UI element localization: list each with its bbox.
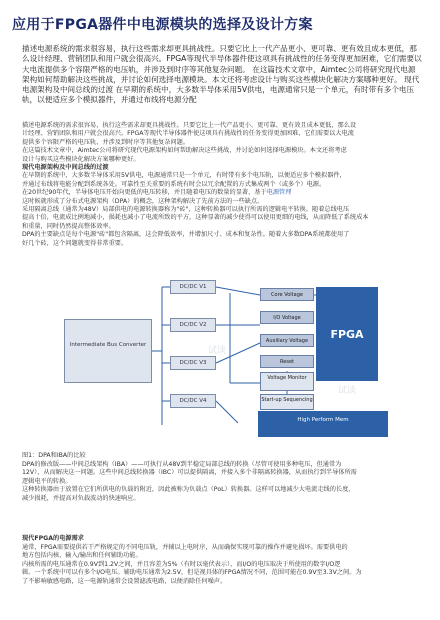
dcdc-converter-v3: DC/DC V3 <box>170 356 216 370</box>
dcdc-converter-v2: DC/DC V2 <box>170 318 216 332</box>
body-section-1 <box>22 122 422 248</box>
text-line: 辑。一个系统中可以有多个I/O电压。辅助电压通常为2.5V，但是视具体的FPGA情况不同，范围可能在0.9V至3.3V之间。为 <box>22 569 362 577</box>
fpga-block: FPGA <box>316 287 378 381</box>
text-line: 和重量，同时仍然提高整体效率。 <box>22 222 115 230</box>
text-span: 在20世纪90年代，半导体电压开始向更低的电压转移，并且随着电压的数量的显著，基于 <box>22 189 267 197</box>
page-title: 应用于FPGA器件中电源模块的选择及设计方案 <box>12 17 313 33</box>
text-line: 好几个砖，这个问题就变得非常重要。 <box>22 239 128 247</box>
text-line: 内核所需的电压通常在0.9V到1.2V之间，并且容差为5%（有时以毫伏表示），而I/O的电压取决于所使用的数字I/O逻 <box>22 560 341 568</box>
power-management-link[interactable]: 电源管理 <box>266 189 292 197</box>
text-line: 逻辑电平的转换。 <box>22 477 72 485</box>
rail-reset: Reset <box>260 355 314 368</box>
rail-auxiliary-voltage: Auxiliary Voltage <box>260 334 314 347</box>
text-line: 计经理、营销团队和用户就会很高兴。FPGA等现代半导体器件使这项具有挑战性的任务变得更加困难，它们需要以大电流 <box>22 130 354 138</box>
voltage-monitor: Voltage Monitor <box>260 372 314 391</box>
text-line: 12V），从而解决这一问题。这些中间总线转换器（IBC）可以提供隔离，并接入多个非隔离转换器，从而执行到半导体所需 <box>22 469 357 477</box>
dcdc-converter-v1: DC/DC V1 <box>170 280 216 294</box>
text-line: DPA的修改版——中间总线架构（IBA）——可执行从48V到半稳定局部总线的转换（尽管可使用多种电压，但通常为 <box>22 460 342 468</box>
intermediate-bus-converter: Intermediate Bus Converter <box>64 319 152 383</box>
rail-core-voltage: Core Voltage <box>260 288 314 301</box>
text-line: 在早期的系统中，大多数半导体采用5V供电，电源通常只是一个单元，有时带有多个电压轨，以便适应多个模拟器件， <box>22 172 346 180</box>
text-line: 设计与购买这些模块化解决方案哪种更好。 <box>22 155 140 163</box>
high-performance-memory: High Perform Mem <box>258 411 388 437</box>
text-line: 通常，FPGA需要提供若干严格规定的不同电压轨，并辅以上电时序，从而确保实现可靠的操作并避免损坏。需要供电的 <box>22 543 348 551</box>
figure-caption: 图1：DPA和IBA的比较 <box>22 452 86 459</box>
dcdc-converter-v4: DC/DC V4 <box>170 394 216 408</box>
text-line: 这种转换器由于放置在它们所供电的负载的附近，因此被称为负载点（PoL）转换器。这样可以地减少大电流走线的长度， <box>22 486 355 494</box>
text-line: 提供多个容限严格的电压轨，并涉及到时序等其他复杂问题。 <box>22 138 190 146</box>
rail-io-voltage: I/O Voltage <box>260 311 314 324</box>
startup-sequencing: Start-up Sequencing <box>260 394 314 410</box>
section-heading: 现代电源架构及中间总线的过渡 <box>22 164 109 172</box>
watermark: 试读 <box>208 346 227 356</box>
text-line: 提高十倍，电流成比例地减小，损耗也减小了电流所致的平方，这种显著的减少使得可以使用更细的电线，从而降低了系统成本 <box>22 214 369 222</box>
text-line: 描述电源系统的需求很容易，执行这些需求却更具挑战性。只要它比上一代产品更小、更可靠、更有效且成本更低，那么设 <box>22 122 357 129</box>
watermark: 试读 <box>338 386 357 396</box>
body-section-3 <box>22 535 422 587</box>
text-line: 这时候就形成了分布式电源架构（DPA）的概念，这种架构解决了先前方法的一些缺点。 <box>22 197 264 205</box>
section-heading: 现代FPGA的电源需求 <box>22 535 84 542</box>
text-line: 地方包括内核、输入/输出和任何辅助功能。 <box>22 552 142 560</box>
text-line: 并通过布线将电能分配到系统各处。可靠性至关重要的系统有时会以冗余配置的方式集成两个（或多个）电源。 <box>22 180 326 188</box>
text-line: DPA的主要缺点是每个电源"砖"都包含隔离，这会降低效率，并增加尺寸、成本和复杂性。随着大多数DPA系统都使用了 <box>22 231 350 239</box>
intro-paragraph: 描述电源系统的需求很容易，执行这些需求却更具挑战性。只要它比上一代产品更小、更可靠、更有效且成本更低，那么设计经理、营销团队和用户就会很高兴。FPGA等现代半导体器件使这项具有挑战性的任务变得更加困难，它们需要以大电流提供多个容限严格的电压轨，并涉及到时序等其他复杂问题。 在这篇技术文章中，Aimtec公司将研究现代电源架构如何帮助解决这些挑战，并讨论如何选择电源模块。本文还将考虑设计与购买这些模块化解决方案哪种更好。 现代电源架构及中间总线的过渡 在早期的系统中，大多数半导体采用5V供电，电源通常只是一个单元，有时带有多个电压轨，以便适应多个模拟器件，并通过布线将电源分配 <box>22 44 422 105</box>
body-section-2 <box>22 452 422 504</box>
text-line: 减少损耗，并提高对负载波动的快速响应。 <box>22 494 140 502</box>
text-line <box>22 189 422 197</box>
power-architecture-diagram <box>58 273 388 443</box>
text-line: 了不影响敏感电路，这一电源轨通常会设置滤波电路，以便消除任何噪声。 <box>22 577 227 585</box>
text-line: 采用隔离总线（通常为48V）局部供电的电源转换器称为"砖"，这种转换器可以执行所需的逻辑电平转换。随着总线电压 <box>22 206 350 214</box>
text-line: 在这篇技术文章中，Aimtec公司将研究现代电源架构如何帮助解决这些挑战，并讨论如何选择电源模块。本文还将考虑 <box>22 147 347 155</box>
